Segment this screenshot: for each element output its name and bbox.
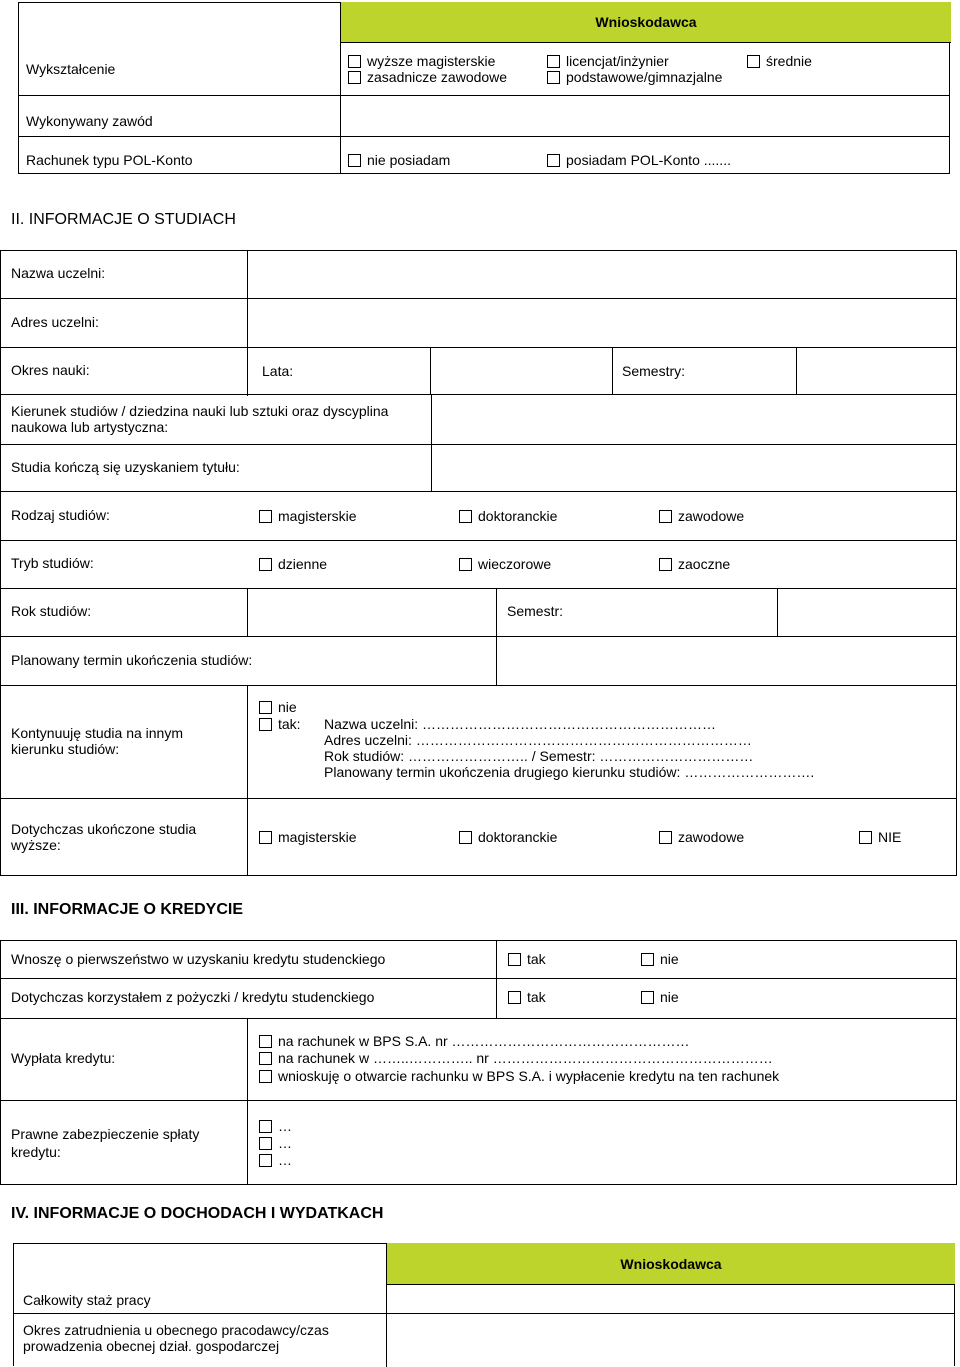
checkbox[interactable] bbox=[348, 71, 361, 84]
studies-heading: II. INFORMACJE O STUDIACH bbox=[11, 211, 236, 228]
row-separator bbox=[0, 1018, 957, 1019]
education-label: Wykształcenie bbox=[26, 61, 116, 77]
checkbox[interactable] bbox=[659, 831, 672, 844]
col-separator bbox=[247, 250, 248, 396]
payout-open-account[interactable]: wnioskuję o otwarcie rachunku w BPS S.A. i wypłacenie kredytu na ten rachunek bbox=[259, 1068, 779, 1084]
checkbox[interactable] bbox=[459, 510, 472, 523]
row-separator bbox=[0, 347, 957, 348]
checkbox[interactable] bbox=[259, 701, 272, 714]
seniority-label: Całkowity staż pracy bbox=[23, 1292, 151, 1308]
completed-studies-label: Dotychczas ukończone studia wyższe: bbox=[11, 821, 197, 853]
study-mode-label: Tryb studiów: bbox=[11, 555, 94, 571]
education-option-primary[interactable]: podstawowe/gimnazjalne bbox=[547, 69, 722, 85]
row-separator bbox=[0, 394, 957, 395]
checkbox[interactable] bbox=[348, 55, 361, 68]
continue-university-name: Nazwa uczelni: ……………………………………………………… bbox=[324, 716, 717, 732]
checkbox[interactable] bbox=[459, 558, 472, 571]
education-option-secondary[interactable]: średnie bbox=[747, 53, 812, 69]
planned-end-label: Planowany termin ukończenia studiów: bbox=[11, 652, 253, 668]
col-separator bbox=[247, 588, 248, 637]
row-separator bbox=[13, 1313, 955, 1314]
account-label: Rachunek typu POL-Konto bbox=[26, 152, 193, 168]
years-label: Lata: bbox=[262, 363, 294, 379]
checkbox[interactable] bbox=[508, 991, 521, 1004]
used-loan-label: Dotychczas korzystałem z pożyczki / kredytu studenckiego bbox=[11, 989, 375, 1005]
col-separator bbox=[247, 685, 248, 876]
applicant-header-cell bbox=[340, 2, 951, 43]
completed-vocational[interactable]: zawodowe bbox=[659, 829, 744, 845]
account-option-none[interactable]: nie posiadam bbox=[348, 152, 450, 168]
education-option-higher-master[interactable]: wyższe magisterskie bbox=[348, 53, 495, 69]
checkbox[interactable] bbox=[659, 510, 672, 523]
col-separator bbox=[496, 588, 497, 637]
checkbox[interactable] bbox=[259, 1154, 272, 1167]
study-mode-day[interactable]: dzienne bbox=[259, 556, 327, 572]
row-separator bbox=[0, 298, 957, 299]
field-of-study-label: Kierunek studiów / dziedzina nauki lub sztuki oraz dyscyplina naukowa lub artystyczna: bbox=[11, 403, 389, 435]
income-header: Wnioskodawca bbox=[620, 1256, 722, 1272]
checkbox[interactable] bbox=[547, 71, 560, 84]
continue-yes[interactable]: tak: bbox=[259, 716, 301, 732]
university-address-label: Adres uczelni: bbox=[11, 314, 99, 330]
used-loan-no[interactable]: nie bbox=[641, 989, 679, 1005]
row-separator bbox=[0, 636, 957, 637]
payout-label: Wypłata kredytu: bbox=[11, 1050, 116, 1066]
period-label: Okres nauki: bbox=[11, 362, 90, 378]
checkbox[interactable] bbox=[459, 831, 472, 844]
education-option-vocational[interactable]: zasadnicze zawodowe bbox=[348, 69, 507, 85]
security-option[interactable]: … bbox=[259, 1135, 292, 1151]
checkbox[interactable] bbox=[641, 953, 654, 966]
col-separator bbox=[431, 394, 432, 492]
security-label: Prawne zabezpieczenie spłaty kredytu: bbox=[11, 1126, 200, 1160]
university-name-label: Nazwa uczelni: bbox=[11, 265, 106, 281]
row-separator bbox=[0, 491, 957, 492]
checkbox[interactable] bbox=[259, 1120, 272, 1133]
semesters-label: Semestry: bbox=[622, 363, 686, 379]
continue-no[interactable]: nie bbox=[259, 699, 297, 715]
checkbox[interactable] bbox=[259, 718, 272, 731]
semester-label: Semestr: bbox=[507, 603, 564, 619]
education-option-bachelor[interactable]: licencjat/inżynier bbox=[547, 53, 669, 69]
security-option[interactable]: … bbox=[259, 1152, 292, 1168]
col-separator bbox=[796, 347, 797, 395]
employment-label: Okres zatrudnienia u obecnego pracodawcy/czas prowadzenia obecnej dział. gospodarczej bbox=[23, 1322, 329, 1354]
row-separator bbox=[18, 136, 950, 137]
col-separator bbox=[777, 588, 778, 637]
checkbox[interactable] bbox=[547, 55, 560, 68]
row-separator bbox=[0, 685, 957, 686]
checkbox[interactable] bbox=[259, 1070, 272, 1083]
study-type-doctoral[interactable]: doktoranckie bbox=[459, 508, 557, 524]
row-separator bbox=[0, 588, 957, 589]
col-separator bbox=[612, 347, 613, 395]
security-option[interactable]: … bbox=[259, 1118, 292, 1134]
study-year-label: Rok studiów: bbox=[11, 603, 92, 619]
continue-planned-end: Planowany termin ukończenia drugiego kierunku studiów: ………………………. bbox=[324, 764, 815, 780]
row-separator bbox=[0, 1100, 957, 1101]
col-separator bbox=[496, 940, 497, 1019]
checkbox[interactable] bbox=[659, 558, 672, 571]
row-separator bbox=[0, 798, 957, 799]
row-separator bbox=[18, 95, 950, 96]
row-separator bbox=[0, 540, 957, 541]
study-mode-extramural[interactable]: zaoczne bbox=[659, 556, 730, 572]
priority-label: Wnoszę o pierwszeństwo w uzyskaniu kredytu studenckiego bbox=[11, 951, 386, 967]
degree-title-label: Studia kończą się uzyskaniem tytułu: bbox=[11, 459, 240, 475]
applicant-label-column bbox=[18, 2, 341, 174]
income-header-cell bbox=[386, 1243, 955, 1285]
continue-university-address: Adres uczelni: ……………………………………………………………… bbox=[324, 732, 752, 748]
checkbox[interactable] bbox=[348, 154, 361, 167]
profession-label: Wykonywany zawód bbox=[26, 113, 153, 129]
study-type-label: Rodzaj studiów: bbox=[11, 507, 110, 523]
study-type-vocational[interactable]: zawodowe bbox=[659, 508, 744, 524]
used-loan-yes[interactable]: tak bbox=[508, 989, 546, 1005]
income-heading: IV. INFORMACJE O DOCHODACH I WYDATKACH bbox=[11, 1205, 384, 1222]
col-separator bbox=[430, 347, 431, 395]
checkbox[interactable] bbox=[259, 510, 272, 523]
continue-details bbox=[324, 716, 814, 780]
account-option-pol-konto[interactable]: posiadam POL-Konto ....... bbox=[547, 152, 731, 168]
study-mode-evening[interactable]: wieczorowe bbox=[459, 556, 551, 572]
checkbox[interactable] bbox=[859, 831, 872, 844]
row-separator bbox=[0, 978, 957, 979]
checkbox[interactable] bbox=[508, 953, 521, 966]
study-type-master[interactable]: magisterskie bbox=[259, 508, 357, 524]
col-separator bbox=[496, 636, 497, 686]
payout-other-account[interactable]: na rachunek w ……..………….. nr …………………………………………………… bbox=[259, 1050, 773, 1066]
payout-bps-account[interactable]: na rachunek w BPS S.A. nr …………………………………………… bbox=[259, 1033, 690, 1049]
applicant-table bbox=[18, 2, 950, 174]
credit-heading: III. INFORMACJE O KREDYCIE bbox=[11, 901, 244, 918]
priority-yes[interactable]: tak bbox=[508, 951, 546, 967]
checkbox[interactable] bbox=[259, 831, 272, 844]
applicant-header: Wnioskodawca bbox=[595, 14, 697, 30]
checkbox[interactable] bbox=[747, 55, 760, 68]
completed-doctoral[interactable]: doktoranckie bbox=[459, 829, 557, 845]
completed-master[interactable]: magisterskie bbox=[259, 829, 357, 845]
continue-year-semester: Rok studiów: …………………….. / Semestr: …………………………… bbox=[324, 748, 754, 764]
col-separator bbox=[247, 1018, 248, 1185]
checkbox[interactable] bbox=[259, 558, 272, 571]
checkbox[interactable] bbox=[641, 991, 654, 1004]
checkbox[interactable] bbox=[259, 1035, 272, 1048]
checkbox[interactable] bbox=[547, 154, 560, 167]
completed-none[interactable]: NIE bbox=[859, 829, 901, 845]
checkbox[interactable] bbox=[259, 1052, 272, 1065]
row-separator bbox=[0, 444, 957, 445]
priority-no[interactable]: nie bbox=[641, 951, 679, 967]
checkbox[interactable] bbox=[259, 1137, 272, 1150]
continue-studies-label: Kontynuuję studia na innym kierunku studiów: bbox=[11, 725, 183, 757]
